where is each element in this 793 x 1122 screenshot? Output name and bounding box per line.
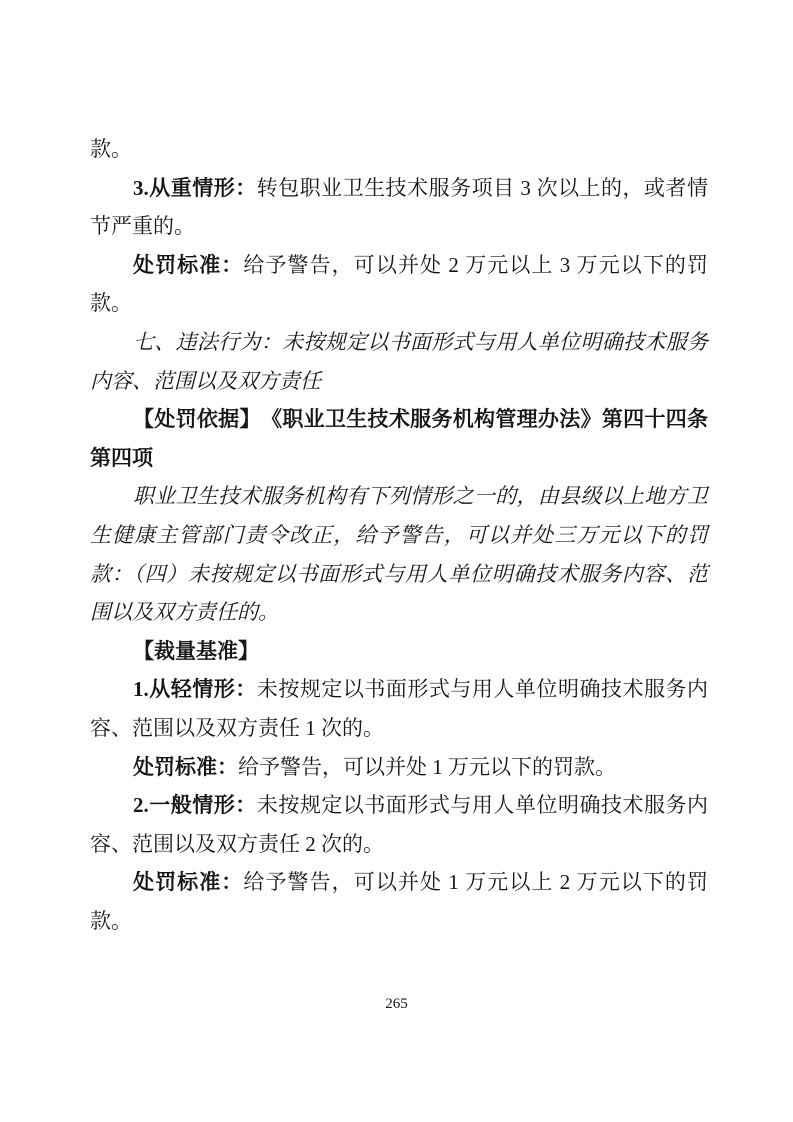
text-segment-kai: 七、违法行为：未按规定以书面形式与用人单位明确技术服务内容、范围以及双方责任 [90, 329, 708, 393]
paragraph-4 [90, 323, 708, 400]
text-segment-bold: 【处罚依据】 [133, 407, 251, 432]
text-segment-bold: 3.从重情形： [133, 175, 257, 200]
paragraph-6 [90, 477, 708, 631]
text-segment-bold: 【裁量基准】 [133, 638, 259, 663]
paragraph-9 [90, 748, 708, 787]
page-footer [0, 994, 793, 1014]
text-segment-normal: 给予警告，可以并处 1 万元以上 2 万元以下的罚款。 [90, 870, 709, 933]
paragraph-5 [90, 400, 708, 477]
text-segment-normal: 未按规定以书面形式与用人单位明确技术服务内容、范围以及双方责任 1 次的。 [90, 677, 709, 740]
paragraph-2 [90, 169, 708, 246]
text-segment-normal: 给予警告，可以并处 1 万元以下的罚款。 [238, 754, 616, 779]
text-segment-normal: 款。 [90, 137, 132, 161]
text-segment-bold: 1.从轻情形： [133, 677, 257, 702]
text-segment-normal: 转包职业卫生技术服务项目 3 次以上的，或者情节严重的。 [90, 175, 709, 239]
text-segment-normal: 给予警告，可以并处 2 万元以上 3 万元以下的罚款。 [90, 252, 709, 316]
text-segment-bold: 处罚标准： [133, 870, 244, 895]
text-segment-bold: 2.一般情形： [133, 793, 257, 818]
paragraph-7 [90, 632, 708, 671]
page-number: 265 [385, 996, 408, 1012]
paragraph-1 [90, 130, 708, 169]
paragraph-10 [90, 786, 708, 863]
text-segment-kai: 职业卫生技术服务机构有下列情形之一的，由县级以上地方卫生健康主管部门责令改正，给予警告，可以并处三万元以下的罚款：（四）未按规定以书面形式与用人单位明确技术服务内容、范围以及双方责任的。 [90, 484, 708, 625]
paragraph-8 [90, 670, 708, 747]
text-segment-bold: 《职业卫生技术服务机构管理办法》第四十四条第四项 [90, 407, 709, 470]
text-segment-bold [250, 407, 271, 431]
text-segment-bold: 处罚标准： [133, 252, 244, 277]
document-body [90, 130, 708, 940]
text-segment-bold: 处罚标准： [133, 754, 238, 779]
text-segment-normal: 未按规定以书面形式与用人单位明确技术服务内容、范围以及双方责任 2 次的。 [90, 793, 709, 856]
paragraph-11 [90, 863, 708, 940]
paragraph-3 [90, 246, 708, 323]
